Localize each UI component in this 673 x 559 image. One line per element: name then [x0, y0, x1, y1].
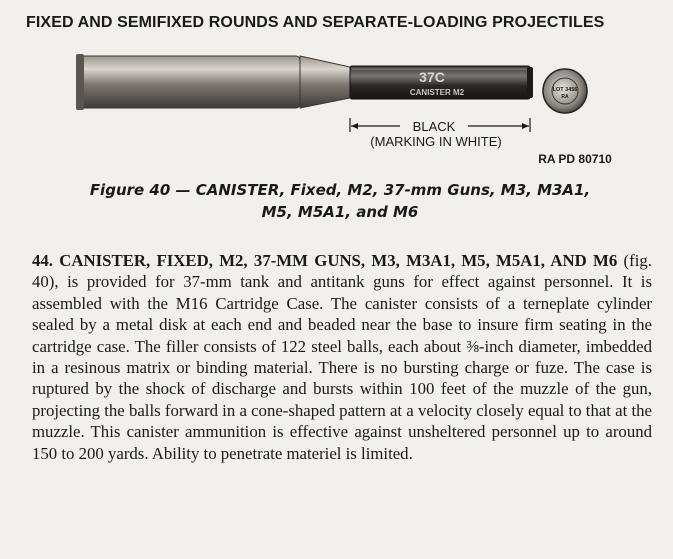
stamp-lot: LOT 3456: [552, 87, 578, 93]
marking-name: CANISTER M2: [409, 88, 465, 97]
callout-color: BLACK: [412, 119, 456, 134]
marking-caliber: 37C: [419, 69, 445, 85]
figure-canister-round: [0, 40, 673, 170]
paragraph-44: [32, 250, 652, 464]
paragraph-heading: CANISTER, FIXED, M2, 37-MM GUNS, M3, M3A1, M5, M5A1, AND M6: [59, 251, 618, 270]
stamp-ra: RA: [561, 94, 569, 100]
paragraph-number: 44.: [32, 251, 53, 270]
caption-line-1: Figure 40 — CANISTER, Fixed, M2, 37-mm Guns, M3, M3A1,: [89, 181, 591, 199]
cartridge-case: [76, 54, 350, 110]
figure-reference: RA PD 80710: [538, 152, 612, 166]
figure-caption: [60, 179, 620, 223]
page-header: FIXED AND SEMIFIXED ROUNDS AND SEPARATE-LOADING PROJECTILES: [26, 14, 605, 31]
paragraph-body: (fig. 40), is provided for 37-mm tank and antitank guns for effect against personnel. It is assembled with the M16 Cartridge Case. The canister consists of a terneplate cylinder sealed by a metal disk at each end and beaded near the base to insure firm seating in the cartridge case. The filler consists of 122 steel balls, each about ⅜-inch diameter, imbedded in a resinous matrix or binding material. There is no bursting charge or fuze. The case is ruptured by the shock of discharge and bursts within 100 feet of the muzzle of the gun, projecting the balls forward in a cone-shaped pattern at a velocity closely equal to that at the muzzle. This canister ammunition is effective against unsheltered personnel up to around 150 to 200 yards. Ability to penetrate materiel is limited.: [32, 251, 652, 463]
callout-marking: (MARKING IN WHITE): [370, 134, 502, 149]
cartridge-base-view: [543, 69, 587, 113]
caption-line-2: M5, M5A1, and M6: [261, 203, 419, 221]
canister-round-illustration: [0, 40, 673, 170]
